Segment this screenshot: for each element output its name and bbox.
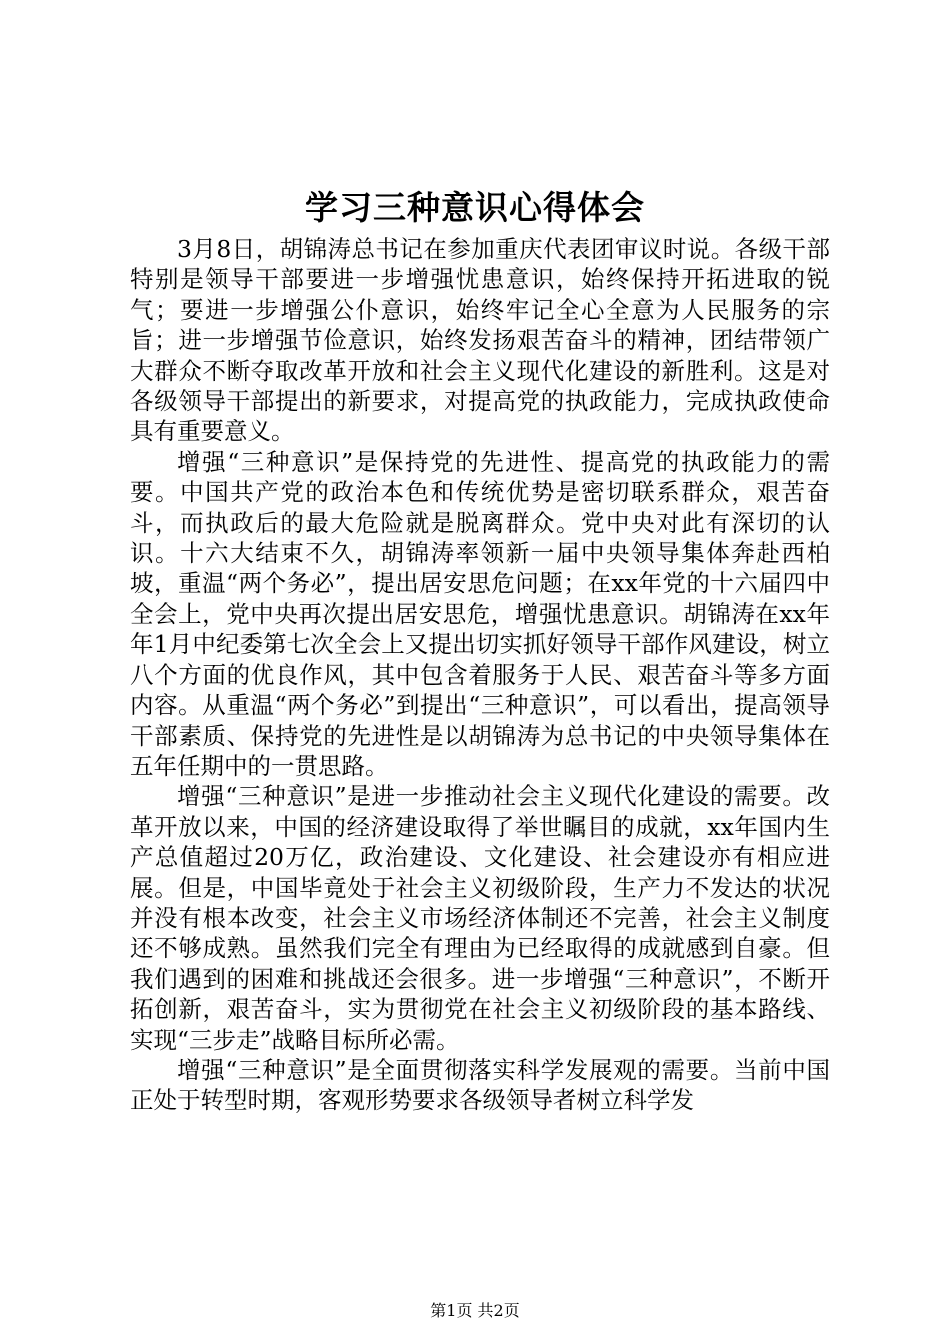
document-title: 学习三种意识心得体会 [305,188,645,227]
document-body [130,234,830,1116]
page-number-footer: 第1页 共2页 [430,1301,520,1320]
paragraph: 增强“三种意识”是进一步推动社会主义现代化建设的需要。改革开放以来，中国的经济建设取得了举世瞩目的成就，xx年国内生产总值超过20万亿，政治建设、文化建设、社会建设亦有相应进展。但是，中国毕竟处于社会主义初级阶段，生产力不发达的状况并没有根本改变，社会主义市场经济体制还不完善，社会主义制度还不够成熟。虽然我们完全有理由为已经取得的成就感到自豪。但我们遇到的困难和挑战还会很多。进一步增强“三种意识”，不断开拓创新，艰苦奋斗，实为贯彻党在社会主义初级阶段的基本路线、实现“三步走”战略目标所必需。 [130,782,830,1054]
paragraph: 增强“三种意识”是保持党的先进性、提高党的执政能力的需要。中国共产党的政治本色和传统优势是密切联系群众，艰苦奋斗，而执政后的最大危险就是脱离群众。党中央对此有深切的认识。十六大结束不久，胡锦涛率领新一届中央领导集体奔赴西柏坡，重温“两个务必”，提出居安思危问题；在xx年党的十六届四中全会上，党中央再次提出居安思危，增强忧患意识。胡锦涛在xx年年1月中纪委第七次全会上又提出切实抓好领导干部作风建设，树立八个方面的优良作风，其中包含着服务于人民、艰苦奋斗等多方面内容。从重温“两个务必”到提出“三种意识”，可以看出，提高领导干部素质、保持党的先进性是以胡锦涛为总书记的中央领导集体在五年任期中的一贯思路。 [130,447,830,780]
paragraph: 增强“三种意识”是全面贯彻落实科学发展观的需要。当前中国正处于转型时期，客观形势要求各级领导者树立科学发 [130,1055,830,1115]
paragraph: 3月8日，胡锦涛总书记在参加重庆代表团审议时说。各级干部特别是领导干部要进一步增强忧患意识，始终保持开拓进取的锐气；要进一步增强公仆意识，始终牢记全心全意为人民服务的宗旨；进一步增强节俭意识，始终发扬艰苦奋斗的精神，团结带领广大群众不断夺取改革开放和社会主义现代化建设的新胜利。这是对各级领导干部提出的新要求，对提高党的执政能力，完成执政使命具有重要意义。 [130,235,830,446]
